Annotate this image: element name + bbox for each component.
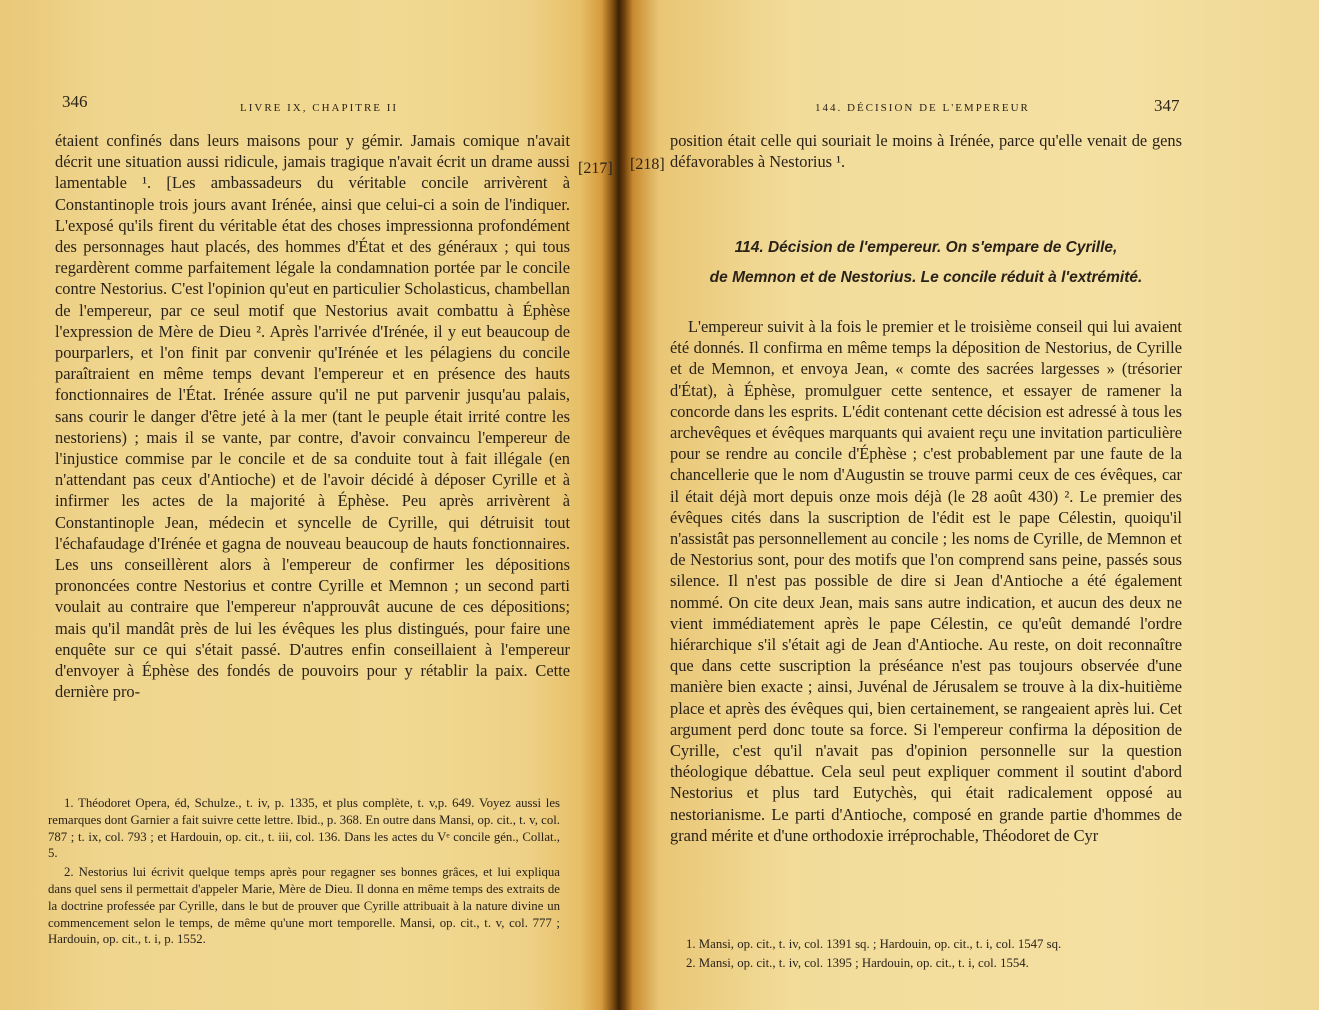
right-body-text [670, 316, 1182, 846]
footnote: 1. Théodoret Opera, éd, Schulze., t. iv, p. 1335, et plus complète, t. v,p. 649. Voyez aussi les remarques dont Garnier a fait suivre cette lettre. Ibid., p. 368. En outre dans Mansi, op. cit., t. v, col. 787 ; t. ix, col. 793 ; et Hardouin, op. cit., t. iii, col. 136. Dans les actes du Vᵉ concile gén., Collat., 5. [48, 796, 560, 861]
margin-page-ref: [217] [578, 160, 613, 177]
body-paragraph: étaient confinés dans leurs maisons pour y gémir. Jamais comique n'avait décrit une situation aussi ridicule, jamais tragique n'avait écrit un drame aussi lamentable ¹. [Les ambassadeurs du véritable concile arrivèrent à Constantinople trois jours avant Irénée, ainsi que celui-ci a soin de l'indiquer. L'exposé qu'ils firent du véritable état des choses impressionna profondément des personnages haut placés, des hommes d'État et des généraux ; qui tous regardèrent comme parfaitement légale la condamnation portée par le concile contre Nestorius. C'est l'opinion qu'eut en particulier Scholasticus, chambellan de l'empereur, par ce seul motif que Nestorius avait combattu à Éphèse l'expression de Mère de Dieu ². Après l'arrivée d'Irénée, il y eut beaucoup de pourparlers, et l'on finit par convenir qu'Irénée et les pélagiens du concile paraîtraient en même temps devant l'empereur et en présence des hauts fonctionnaires de l'État. Irénée assure qu'il ne put parvenir jusqu'au palais, sans courir le danger d'être jeté à la mer (tant le peuple était irrité contre les nestoriens) ; mais il se vante, par contre, d'avoir convaincu l'empereur de l'injustice commise par le concile et de sa conduite tout à fait illégale (en n'attendant pas ceux d'Antioche) et de l'avoir décidé à déposer Cyrille et à infirmer les actes de la majorité à Éphèse. Peu après arrivèrent à Constantinople Jean, médecin et syncelle de Cyrille, qui détruisit tout l'échafaudage d'Irénée et gagna de nouveau beaucoup de hauts fonctionnaires. Les uns conseillèrent alors à l'empereur de confirmer les dépositions prononcées contre Nestorius et contre Cyrille et Memnon ; un second parti voulait au contraire que l'empereur n'approuvât aucune de ces dépositions; mais qu'il mandât près de lui les évêques les plus distingués, pour faire une enquête sur ce qui s'était passé. D'autres enfin conseillaient à l'empereur d'envoyer à Éphèse des fondés de pouvoirs pour y rétablir la paix. Cette dernière pro- [55, 131, 570, 702]
page-number: 347 [1154, 96, 1180, 115]
heading-line: 114. Décision de l'empereur. On s'empare de Cyrille, [734, 239, 1118, 256]
running-head: LIVRE IX, CHAPITRE II [240, 102, 399, 114]
right-footnotes [670, 936, 1182, 974]
footnote: 2. Mansi, op. cit., t. iv, col. 1395 ; Hardouin, op. cit., t. i, col. 1554. [686, 955, 1029, 970]
body-paragraph: L'empereur suivit à la fois le premier et le troisième conseil qui lui avaient été donnés. Il confirma en même temps la déposition de Nestorius, de Cyrille et de Memnon, et envoya Jean, « comte des sacrées largesses » (trésorier d'État), à Éphèse, promulguer cette sentence, et essayer de ramener la concorde dans les esprits. L'édit contenant cette décision est adressé à tous les archevêques et évêques marquants qui avaient reçu une invitation particulière pour se rendre au concile d'Éphèse ; c'est probablement par une faute de la chancellerie que le nom d'Augustin se trouve parmi ceux de ces évêques, car il était déjà mort depuis onze mois déjà (le 28 août 430) ². Le premier des évêques cités dans la suscription de l'édit est le pape Célestin, quoiqu'il n'assistât pas personnellement au concile ; les noms de Cyrille, de Memnon et de Nestorius sont, pour des motifs que l'on comprend sans peine, passés sous silence. Il n'est pas possible de dire si Jean d'Antioche a été également nommé. On cite deux Jean, mais sans autre indication, et aucun des deux ne vient immédiatement après le pape Célestin, ce qu'eût demandé l'ordre hiérarchique s'il s'était agi de Jean d'Antioche. Au reste, on doit reconnaître que dans cette suscription la préséance n'est pas toujours observée d'une manière bien exacte ; ainsi, Juvénal de Jérusalem se trouve à la dix-huitième place et après des évêques qui, bien certainement, se rangeaient après lui. Cet argument perd donc toute sa force. Si l'empereur confirma la déposition de Cyrille, c'est qu'il n'avait pas d'opinion personnelle sur la question théologique débattue. Cela seul peut expliquer comment il soutint d'abord Nestorius et plus tard Eutychès, qui était radicalement opposé au nestorianisme. Le parti d'Antioche, composé en grande partie d'hommes de grand mérite et d'une orthodoxie irréprochable, Théodoret de Cyr [670, 317, 1182, 845]
margin-page-ref: [218] [630, 156, 665, 173]
heading-line: de Memnon et de Nestorius. Le concile réduit à l'extrémité. [709, 269, 1143, 286]
running-head: 144. DÉCISION DE L'EMPEREUR [815, 102, 1030, 114]
page-number: 346 [62, 92, 88, 111]
body-paragraph: position était celle qui souriait le moins à Irénée, parce qu'elle venait de gens défavorables à Nestorius ¹. [670, 131, 1182, 172]
left-body-text [55, 130, 570, 702]
left-page [0, 0, 613, 1010]
right-top-text [670, 130, 1182, 172]
footnote: 1. Mansi, op. cit., t. iv, col. 1391 sq. ; Hardouin, op. cit., t. i, col. 1547 sq. [686, 937, 1062, 951]
footnote: 2. Nestorius lui écrivit quelque temps après pour regagner ses bonnes grâces, et lui expliqua dans quel sens il permettait d'appeler Marie, Mère de Dieu. Il donna en même temps des extraits de la doctrine professée par Cyrille, dans le but de prouver que Cyrille attribuait à la nature divine un commencement selon le temps, de même qu'une mort temporelle. Mansi, op. cit., t. v, col. 777 ; Hardouin, op. cit., t. i, p. 1552. [48, 865, 560, 947]
right-page [620, 0, 1319, 1010]
left-footnotes [48, 795, 560, 950]
section-heading [670, 233, 1182, 293]
